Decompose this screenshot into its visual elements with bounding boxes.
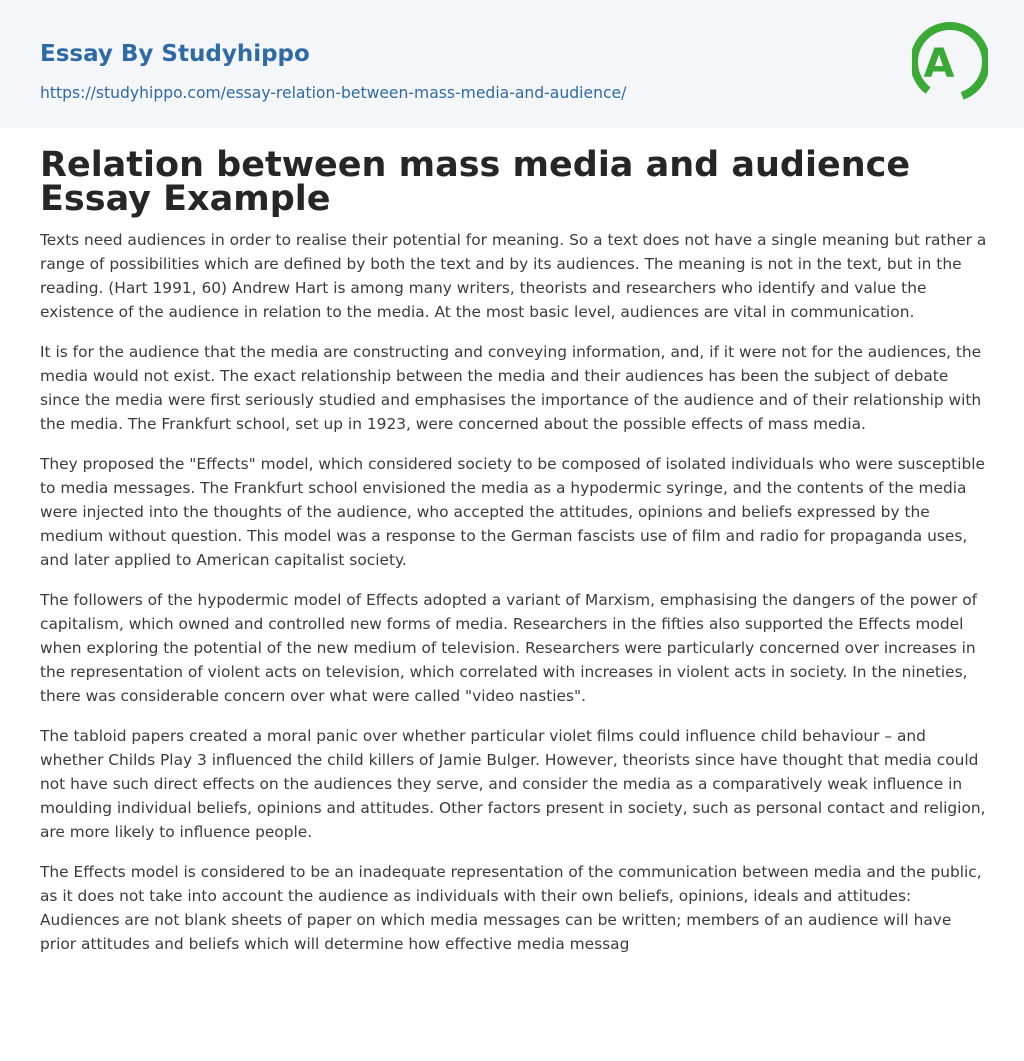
logo-icon (912, 18, 988, 106)
essay-content (40, 145, 988, 972)
logo-letter: A (923, 41, 955, 87)
essay-body (40, 228, 988, 956)
essay-paragraph-5: The tabloid papers created a moral panic over whether particular violet films could influence child behaviour – and whether Childs Play 3 influenced the child killers of Jamie Bulger. However, theorists since have thought that media could not have such direct effects on the audiences they serve, and consider the media as a comparatively weak influence in moulding individual beliefs, opinions and attitudes. Other factors present in society, such as personal contact and religion, are more likely to influence people. (40, 727, 986, 841)
essay-url-link[interactable]: https://studyhippo.com/essay-relation-between-mass-media-and-audience/ (40, 84, 627, 102)
essay-paragraph-4: The followers of the hypodermic model of Effects adopted a variant of Marxism, emphasising the dangers of the power of capitalism, which owned and controlled new forms of media. Researchers in the fifties also supported the Effects model when exploring the potential of the new medium of television. Researchers were particularly concerned over increases in the representation of violent acts on television, which correlated with increases in violent acts in society. In the nineties, there was considerable concern over what were called "video nasties". (40, 591, 978, 705)
studyhippo-logo[interactable] (912, 18, 988, 106)
essay-paragraph-6: The Effects model is considered to be an inadequate representation of the communication between media and the public, as it does not take into account the audience as individuals with their own beliefs, opinions, ideals and attitudes: Audiences are not blank sheets of paper on which media messages can be written; members of an audience will have prior attitudes and beliefs which will determine how effective media messag (40, 863, 982, 953)
essay-title (40, 145, 988, 219)
site-title[interactable]: Essay By Studyhippo (40, 41, 310, 67)
essay-paragraph-3: They proposed the "Effects" model, which considered society to be composed of isolated individuals who were susceptible to media messages. The Frankfurt school envisioned the media as a hypodermic syringe, and the contents of the media were injected into the thoughts of the audience, who accepted the attitudes, opinions and beliefs expressed by the medium without question. This model was a response to the German fascists use of film and radio for propaganda uses, and later applied to American capitalist society. (40, 455, 986, 569)
essay-title-line-2: Essay Example (40, 179, 331, 219)
site-header (0, 0, 1024, 128)
essay-title-line-1: Relation between mass media and audience (40, 145, 911, 185)
essay-paragraph-1: Texts need audiences in order to realise their potential for meaning. So a text does not have a single meaning but rather a range of possibilities which are defined by both the text and by its audiences. The meaning is not in the text, but in the reading. (Hart 1991, 60) Andrew Hart is among many writers, theorists and researchers who identify and value the existence of the audience in relation to the media. At the most basic level, audiences are vital in communication. (40, 231, 987, 321)
essay-paragraph-2: It is for the audience that the media are constructing and conveying information, and, if it were not for the audiences, the media would not exist. The exact relationship between the media and their audiences has been the subject of debate since the media were first seriously studied and emphasises the importance of the audience and of their relationship with the media. The Frankfurt school, set up in 1923, were concerned about the possible effects of mass media. (40, 343, 982, 433)
